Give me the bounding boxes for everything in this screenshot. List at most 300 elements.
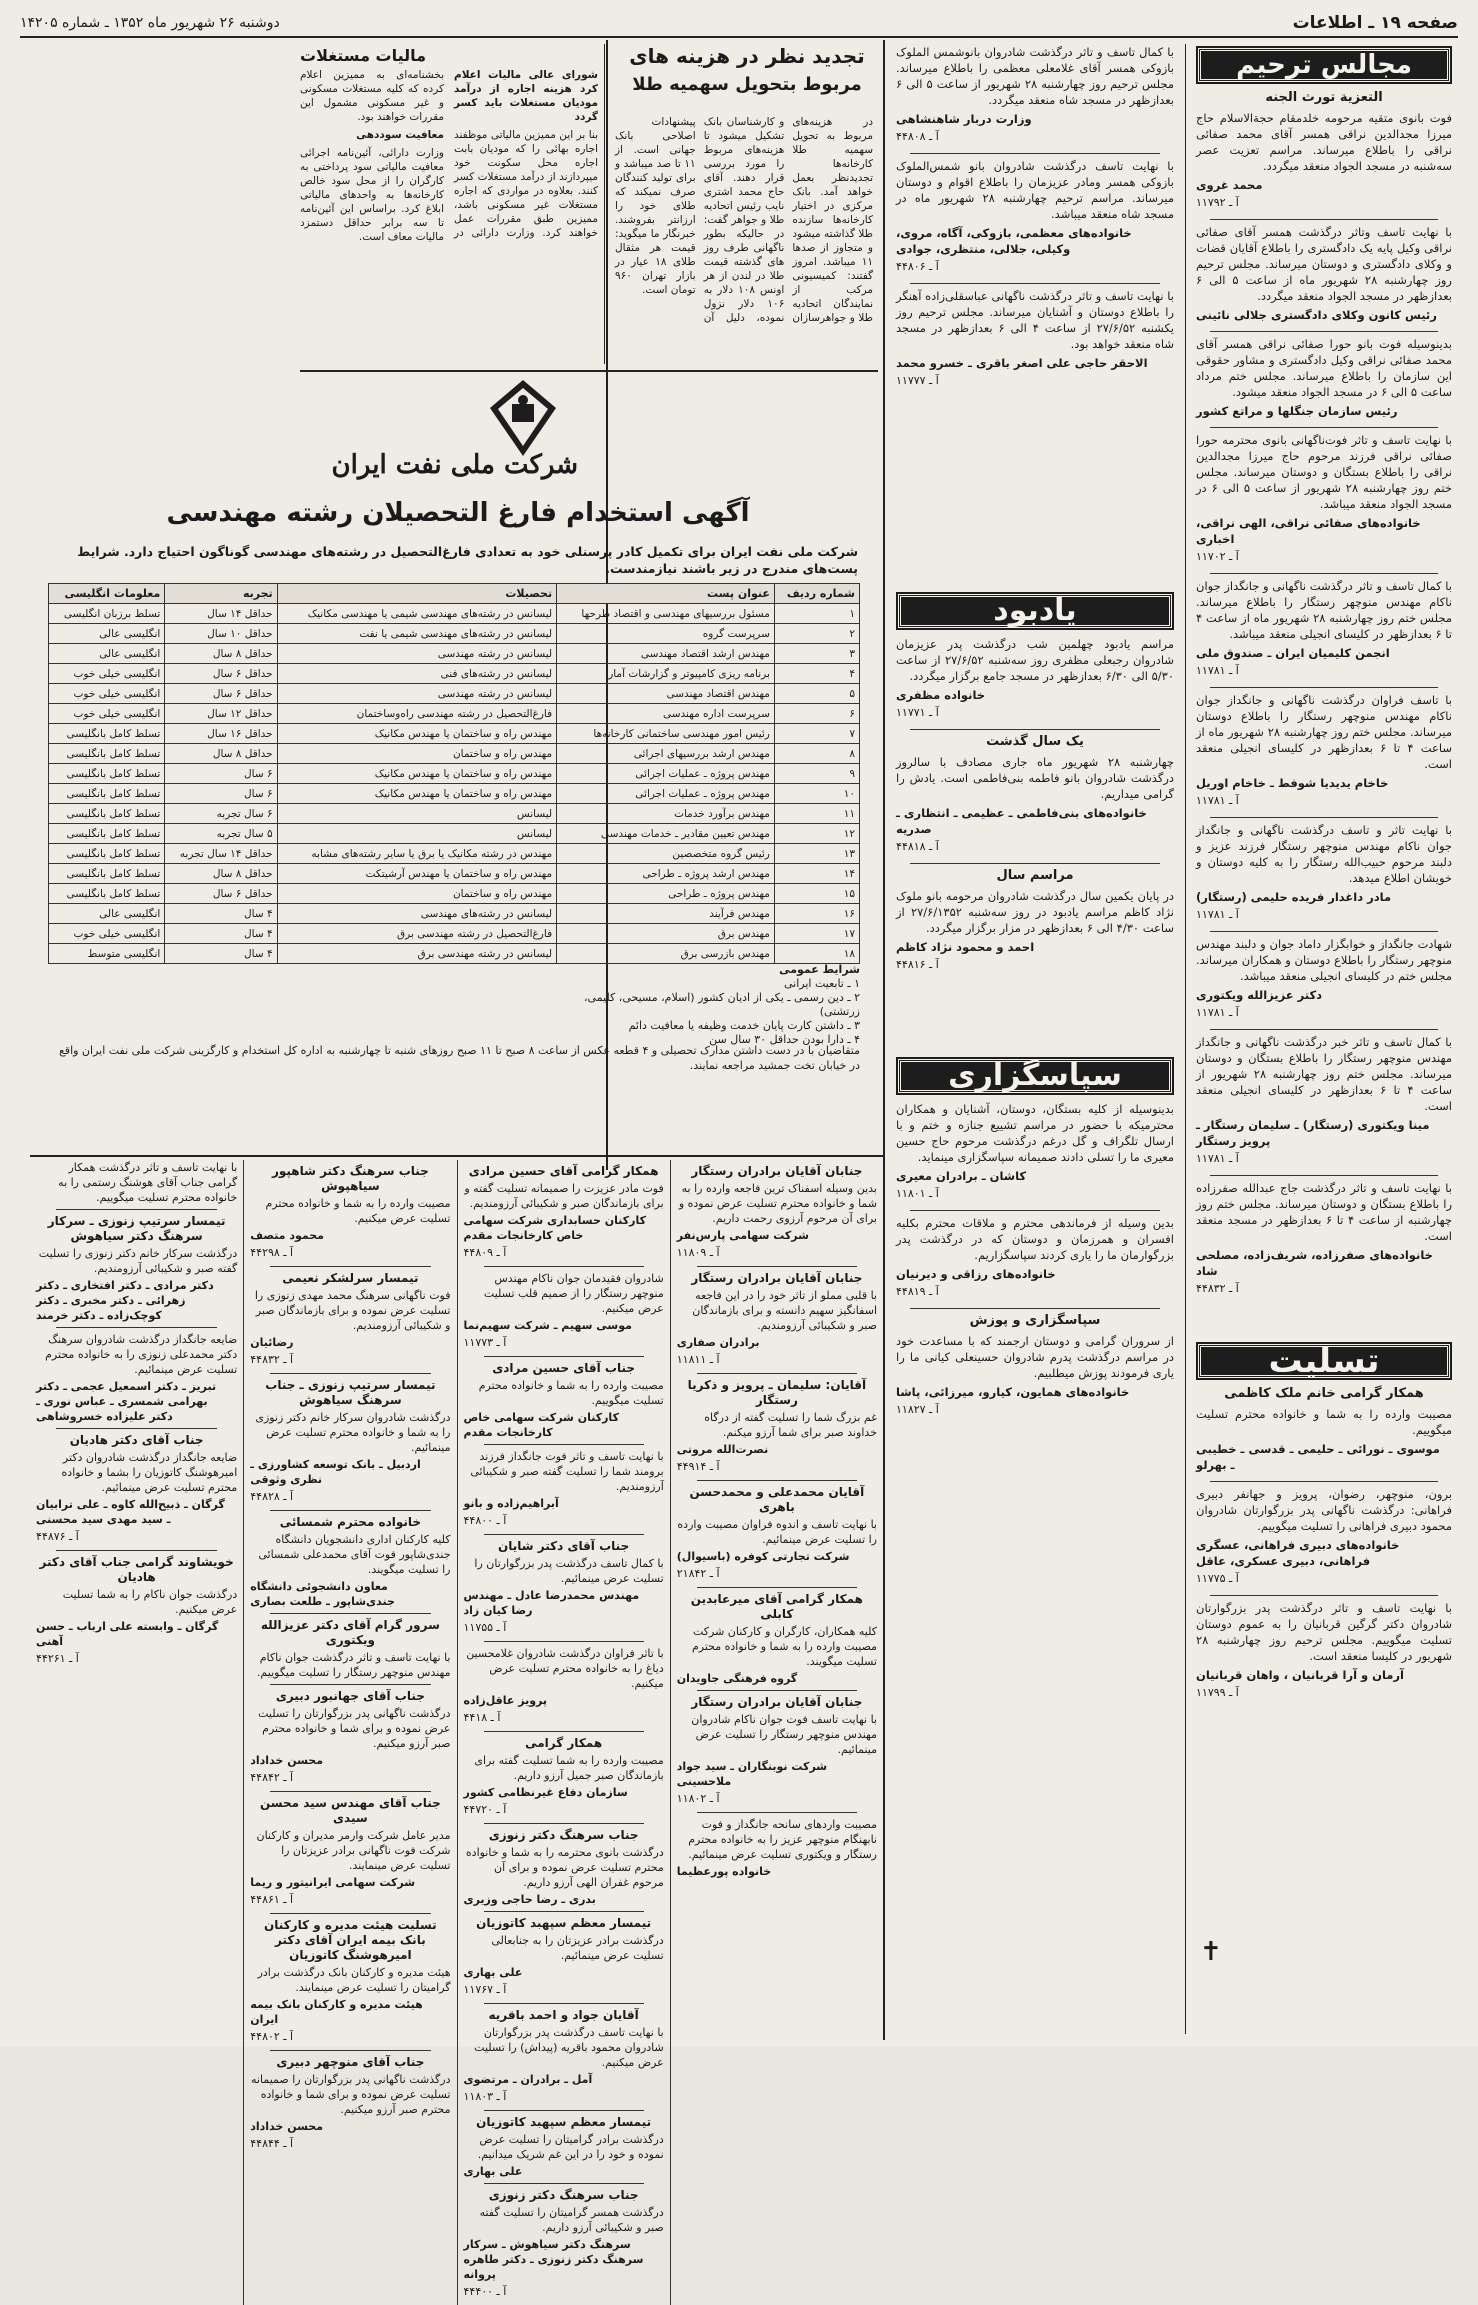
table-cell: مهندس تعیین مقادیر ـ خدمات مهندسی — [557, 824, 775, 844]
table-cell: ۱۳ — [774, 844, 859, 864]
notice — [1196, 90, 1452, 211]
notice-code: آ ـ ۴۴۸۰۶ — [896, 260, 939, 273]
notice-code: آ ـ ۱۱۷۷۷ — [896, 374, 939, 387]
table-row — [49, 884, 860, 904]
notice-signature: مادر داغدار فریده حلیمی (رستگار) — [1196, 890, 1392, 904]
notice-signature: گرگان ـ وابسته علی ارباب ـ حسن آهنی — [36, 1620, 219, 1648]
notice-title: خویشاوند گرامی جناب آقای دکتر هادیان — [39, 1555, 234, 1584]
table-cell: تسلط کامل بانگلیسی — [49, 864, 165, 884]
notice-title: آقایان جواد و احمد باقریه — [488, 2008, 639, 2022]
table-cell: لیسانس — [277, 824, 556, 844]
separator — [910, 283, 1160, 284]
table-cell: ۲ — [774, 624, 859, 644]
table-cell: سرپرست اداره مهندسی — [557, 704, 775, 724]
notice-body: مراسم یادبود چهلمین شب درگذشت پدر عزیزمان شادروان رجبعلی مظفری روز سه‌شنبه ۲۷/۶/۵۲ از ساعت ۵/۳۰ الی ۶/۳۰ بعدازظهر در مسجد جامع برگزار میگردد. — [896, 637, 1174, 683]
notice-code: آ ـ ۴۴۸۲۸ — [250, 1490, 294, 1503]
table-cell: حداقل ۱۴ سال تجربه — [165, 844, 277, 864]
table-cell: لیسانس در رشته‌های مهندسی شیمی یا مهندسی مکانیک — [277, 604, 556, 624]
table-cell: مسئول بررسیهای مهندسی و اقتصاد طرحها — [557, 604, 775, 624]
notice-code: آ ـ ۴۴۸۳۲ — [250, 1353, 294, 1366]
separator — [56, 1428, 217, 1429]
notice-code: آ ـ ۱۱۷۷۱ — [896, 706, 939, 719]
rule-article-maliat — [604, 44, 605, 364]
separator — [910, 863, 1160, 864]
notice-signature: بدری ـ رضا حاجی وزیری — [463, 1893, 596, 1906]
notice-code: آ ـ ۱۱۷۹۲ — [1196, 196, 1239, 209]
notice-signature: سرهنگ دکتر سیاهوش ـ سرکار سرهنگ دکتر زنوزی ـ دکتر طاهره پروانه — [463, 2238, 644, 2281]
notice-body: با کمال تاسف درگذشت پدر بزرگوارتان را تسلیت عرض مینمائیم. — [474, 1557, 664, 1585]
bottom-column — [30, 1160, 243, 2305]
rule-right-col — [883, 40, 885, 1170]
notice-code: آ ـ ۴۴۸۰۰ — [463, 1514, 507, 1527]
table-cell: برنامه ریزی کامپیوتر و گزارشات آمار — [557, 664, 775, 684]
separator — [1210, 817, 1438, 818]
notice — [896, 1215, 1174, 1300]
notice — [896, 288, 1174, 389]
notice-signature: موسی سهیم ـ شرکت سهیم‌نما — [463, 1319, 632, 1332]
notice-signature: کاشان ـ برادران معیری — [896, 1169, 1027, 1183]
table-cell: انگلیسی متوسط — [49, 944, 165, 964]
notice-signature: تبریز ـ دکتر اسمعیل عجمی ـ دکتر بهرامی شمسری ـ عباس نوری ـ دکتر علیزاده خسروشاهی — [36, 1380, 217, 1423]
maliat-body: بنا بر این ممیزین مالیاتی موظفند اجاره بهائی را که مودیان بابت اجاره محل سکونت خود میپردازند از درآمد مستغلات کسر کنند. بعلاوه در مواردی که اجاره مستغلات غیر مسکونی باشد، ممیزین طبق مقررات عمل خواهند کرد. وزارت دارائی در بخشنامه‌ای به ممیزین اعلام کرده که کلیه مستغلات مسکونی و غیر مسکونی مشمول این مقررات خواهند بود. — [300, 69, 598, 239]
table-cell: ۶ سال تجربه — [165, 804, 277, 824]
table-cell: ۹ — [774, 764, 859, 784]
separator — [1210, 427, 1438, 428]
notice-title: همکار گرامی خانم ملک کاظمی — [1224, 1386, 1424, 1401]
separator — [484, 1823, 644, 1824]
table-row — [49, 924, 860, 944]
table-row — [49, 664, 860, 684]
notice — [896, 1313, 1174, 1418]
article-text: در هزینه‌های مربوط به تحویل سهمیه طلا کارخانه‌ها تجدیدنظر بعمل خواهد آمد. بانک مرکزی در اختیار کارخانه‌ها سازنده طلا گذاشته میشود و متجاوز از صدها ۱۱ میباشد. امروز گفتند: کمیسیونی مرکب از نمایندگان اتحادیه طلا و جواهرسازان و کارشناسان بانک تشکیل میشود تا هزینه‌های مربوط را مورد بررسی قرار دهند. آقای حاج محمد اشتری نایب رئیس اتحادیه طلا و جواهر گفت: در حالیکه بطور ناگهانی طرف روز های گذشته قیمت طلا در لندن از هر اونس ۱۰۸ دلار به ۱۰۶ دلار نزول نموده، دلیل آن پیشنهادات اصلاحی بانک جهانی است. از ۱۱ تا صد میباشد و برای تولید کنندگان صرف نمیکند که طلای خود را ارزانتر بفروشند. خبرنگار ما میگوید: قیمت هر مثقال طلای ۱۸ عیار در بازار تهران ۹۶۰ تومان است. — [615, 116, 873, 324]
notice-code: آ ـ ۱۱۷۸۱ — [1196, 664, 1239, 677]
notice-body: ضایعه جانگداز درگذشت شادروان سرهنگ دکتر محمدعلی زنوزی را به خانواده محترم تسلیت عرض مینمائیم. — [45, 1333, 238, 1376]
table-cell: تسلط کامل بانگلیسی — [49, 784, 165, 804]
oil-ad — [48, 378, 878, 1148]
notice-title: جناب سرهنگ دکتر زنوزی — [488, 1828, 639, 1842]
page-label: صفحه ۱۹ ـ اطلاعات — [1292, 13, 1458, 33]
rule-under-article — [300, 370, 878, 372]
notice-code: آ ـ ۴۴۴۰۰ — [463, 2285, 507, 2298]
separator — [484, 1356, 644, 1357]
notice-code: آ ـ ۱۱۸۰۳ — [463, 2090, 507, 2103]
maliat-title: مالیات مستغلات — [300, 46, 427, 65]
table-cell: حداقل ۸ سال — [165, 744, 277, 764]
table-cell: مهندس ارشد پروژه ـ طراحی — [557, 864, 775, 884]
notice-body: با نهایت تاسف درگذشت پدر بزرگوارتان شادروان محمود باقریه (پیداش) را تسلیت عرض میکنیم. — [474, 2026, 664, 2069]
table-cell: ۷ — [774, 724, 859, 744]
notice-title: تیمسار سرتیپ زنوزی ـ جناب سرهنگ سیاهوش — [265, 1378, 436, 1407]
notice-body: با نهایت تاسف فوت جوان ناکام شادروان مهندس منوچهر رستگار را تسلیت عرض مینمائیم. — [691, 1713, 877, 1756]
table-row — [49, 644, 860, 664]
separator — [484, 2003, 644, 2004]
table-cell: حداقل ۶ سال — [165, 684, 277, 704]
notice-body: مصیبت واردهای سانحه جانگداز و فوت نابهنگام منوچهر عزیز را به خانواده محترم رستگار و ویکتوری تسلیت عرض مینمائیم. — [688, 1818, 877, 1861]
separator — [910, 153, 1160, 154]
notice-title: همکار گرامی آقای حسین مرادی — [468, 1164, 659, 1178]
bottom-notices-grid — [30, 1160, 883, 2298]
notice-title: التعزیة تورث الجنه — [1265, 90, 1383, 105]
table-cell: حداقل ۱۴ سال — [165, 604, 277, 624]
notice-signature: کارکنان شرکت سهامی خاص کارخانجات مقدم — [463, 1411, 619, 1439]
notice-code: آ ـ ۱۱۷۵۵ — [463, 1621, 507, 1634]
notice-title: همکار گرامی — [525, 1736, 603, 1750]
table-cell: مهندس راه و ساختمان یا مهندس مکانیک — [277, 724, 556, 744]
notice — [1196, 1486, 1452, 1587]
table-cell: انگلیسی خیلی خوب — [49, 704, 165, 724]
notice-body: کلیه کارکنان اداری دانشجویان دانشگاه جندی‌شاپور فوت آقای محمدعلی شمسائی را تسلیت میگویند. — [258, 1533, 451, 1576]
notice-signature: محسن خداداد — [250, 1754, 324, 1767]
notice-signature: پرویز عاقل‌زاده — [463, 1694, 548, 1707]
table-cell: ۱۱ — [774, 804, 859, 824]
notice-body: در پایان یکمین سال درگذشت شادروان مرحومه بانو ملوک نژاد کاظم مراسم یادبود در روز سه‌شنبه ۲۷/۶/۱۳۵۲ از ساعت ۴/۳۰ الی ۶ بعدازظهر در مزار برگزار میگردد. — [896, 889, 1174, 935]
table-row — [49, 864, 860, 884]
table-cell: مهندس پروژه ـ عملیات اجرائی — [557, 764, 775, 784]
separator — [270, 1373, 430, 1374]
notice-body: بدینوسیله از کلیه بستگان، دوستان، آشنایان و همکاران محترمیکه با حضور در مراسم تشییع جنازه و ختم و با ارسال تلگراف و گل درغم درگذشت مرحوم حاج حسین معیری ما را تسلی دادند صمیمانه سپاسگزاری مینماید. — [896, 1102, 1174, 1164]
table-cell: لیسانس — [277, 804, 556, 824]
notice — [1196, 1386, 1452, 1473]
table-cell: ۱۲ — [774, 824, 859, 844]
table-cell: لیسانس در رشته‌های مهندسی — [277, 904, 556, 924]
majales-column — [1190, 44, 1458, 1339]
table-cell: مهندس بازرسی برق — [557, 944, 775, 964]
table-cell: فارغ‌التحصیل در رشته مهندسی راه‌وساختمان — [277, 704, 556, 724]
notice-title: جناب سرهنگ دکتر شاهپور سیاهپوش — [271, 1164, 429, 1193]
table-cell: حداقل ۸ سال — [165, 644, 277, 664]
separator — [1210, 931, 1438, 932]
notice-signature: دکتر عزیزالله ویکتوری — [1196, 988, 1323, 1002]
notice-body: با کمال تاسف و تاثر درگذشت شادروان بانوشمس الملوک بازوکی همسر آقای غلامعلی معظمی را باطلاع میرساند. مجلس ترحیم روز چهارشنبه ۲۸ شهریور از ساعت ۵ الی ۶ بعدازظهر در مسجد شاه منعقد میگردد. — [896, 45, 1174, 107]
notice-signature: شرکت سهامی ایرانیتور و ریما — [250, 1876, 416, 1889]
separator — [1210, 331, 1438, 332]
notice — [896, 44, 1174, 145]
notice-signature: سازمان دفاع غیرنظامی کشور — [463, 1786, 628, 1799]
notice-body: با نهایت تاثر و تاسف درگذشت ناگهانی و جانگداز جوان ناکام مهندس منوچهر رستگار فرزند عزیز و دلبند مرحوم حبیب‌الله رستگار را به کلیه دوستان و خویشان اطلاع میدهد. — [1196, 823, 1452, 885]
separator — [270, 1266, 430, 1267]
cross-icon: ✝ — [1200, 1937, 1222, 1967]
separator — [910, 729, 1160, 730]
notice-signature: خانواده‌های صفائی نراقی، الهی نراقی، اخباری — [1196, 516, 1421, 546]
notice-code: آ ـ ۱۱۷۷۳ — [463, 1336, 507, 1349]
table-cell: انگلیسی خیلی خوب — [49, 924, 165, 944]
notice-body: درگذشت برادر گرامیتان را تسلیت عرض نموده و خود را در این غم شریک میدانیم. — [477, 2133, 664, 2161]
table-cell: ۸ — [774, 744, 859, 764]
separator — [1210, 219, 1438, 220]
table-cell: حداقل ۱۲ سال — [165, 704, 277, 724]
separator — [1210, 1595, 1438, 1596]
notice-code: آ ـ ۱۱۷۸۱ — [1196, 1152, 1239, 1165]
table-cell: ۱۸ — [774, 944, 859, 964]
notice-body: با نهایت تاسف درگذشت شادروان بانو شمس‌الملوک بازوکی همسر ومادر عزیزمان را باطلاع اقوام و دوستان میرساند. مراسم ترحیم چهارشنبه ۲۸ شهریور ماه در مسجد شاه منعقد میباشد. — [896, 159, 1175, 221]
notice-signature: رضائیان — [250, 1336, 294, 1349]
notice — [896, 158, 1174, 275]
notice-body: مصیبت وارده را به شما و خانواده محترم تسلیت میگوییم. — [478, 1379, 664, 1407]
notice-body: با کمال تاسف و تاثر خبر درگذشت ناگهانی و جانگداز مهندس منوچهر رستگار را باطلاع بستگان و دوستان میرساند. مجلس ختم روز چهارشنبه ۲۸ شهریور از ساعت ۴ تا ۶ بعدازظهر در کلیسای انجیلی منعقد است. — [1196, 1035, 1453, 1113]
notice-body: با نهایت تاسف و تاثر فوت جانگداز فرزند برومند شما را تسلیت گفته صبر و شکیبائی آرزومندیم. — [470, 1450, 664, 1493]
notice-signature: گرگان ـ ذبیح‌الله کاوه ـ علی ترابیان ـ سید مهدی سید محسنی — [36, 1498, 225, 1526]
table-cell: مهندس فرآیند — [557, 904, 775, 924]
notice-signature: خانواده‌های دبیری فراهانی، عسگری فراهانی، دبیری عسکری، عاقل — [1196, 1538, 1400, 1568]
notice-body: فوت ناگهانی سرهنگ محمد مهدی زنوزی را تسلیت عرض نموده و برای بازماندگان صبر و شکیبائی آرزومندیم. — [254, 1289, 451, 1332]
table-cell: انگلیسی عالی — [49, 624, 165, 644]
table-cell: مهندس ارشد اقتصاد مهندسی — [557, 644, 775, 664]
table-cell: انگلیسی عالی — [49, 904, 165, 924]
separator — [910, 1308, 1160, 1309]
notice-title: تیمسار معظم سپهبد کاتوزیان — [476, 1916, 652, 1930]
separator — [484, 1731, 644, 1732]
notice — [1196, 822, 1452, 923]
table-cell: ۵ سال تجربه — [165, 824, 277, 844]
table-row — [49, 824, 860, 844]
notice-signature: نصرت‌الله مروتی — [676, 1443, 769, 1456]
table-cell: مهندس برآورد خدمات — [557, 804, 775, 824]
table-cell: مهندس راه و ساختمان یا مهندس آرشیتکت — [277, 864, 556, 884]
notice-signature: شرکت سهامی پارس‌نفر — [676, 1229, 809, 1242]
separator — [56, 1550, 217, 1551]
notice-title: جنابان آقایان برادران رستگار — [691, 1695, 863, 1709]
notice — [1196, 936, 1452, 1021]
general-item: ۴ ـ دارا بودن حداقل ۳۰ سال سن — [709, 1033, 860, 1046]
notice-body: از سروران گرامی و دوستان ارجمند که با مساعدت خود در مراسم درگذشت پدرم شادروان حسینعلی کیانی ما را یاری فرمودند پوزش میطلبیم. — [896, 1334, 1174, 1380]
notice-body: مصیبت وارده را به شما تسلیت گفته برای بازماندگان صبر جمیل آرزو داریم. — [474, 1754, 664, 1782]
separator — [484, 1444, 644, 1445]
notice-title: جناب آقای حسین مرادی — [492, 1361, 636, 1375]
maliat-column — [300, 44, 598, 364]
separator — [270, 1913, 430, 1914]
notice-code: آ ـ ۴۴۲۶۱ — [36, 1652, 79, 1665]
sepas-heading: سپاسگزاری — [898, 1059, 1172, 1093]
table-cell: ۱۰ — [774, 784, 859, 804]
notice — [1196, 224, 1452, 323]
separator — [697, 1690, 857, 1691]
table-cell: ۱۵ — [774, 884, 859, 904]
notice-code: آ ـ ۴۴۸۱۶ — [896, 958, 939, 971]
table-cell: انگلیسی خیلی خوب — [49, 684, 165, 704]
bottom-column — [457, 1160, 670, 2305]
table-row — [49, 604, 860, 624]
table-cell: انگلیسی عالی — [49, 644, 165, 664]
table-row — [49, 944, 860, 964]
sepas-column — [890, 1055, 1180, 2040]
separator — [697, 1812, 857, 1813]
notice-body: با نهایت تاسف و تاثر درگذشت جاج عبدالله صفرزاده را باطلاع بستگان و دوستان میرساند. مجلس ختم روز چهارشنبه از ساعت ۴ تا ۶ بعدازظهر در مسجد منعقد است. — [1196, 1181, 1453, 1243]
table-cell: مهندس برق — [557, 924, 775, 944]
table-cell: لیسانس در رشته مهندسی — [277, 684, 556, 704]
separator — [56, 1209, 217, 1210]
table-row — [49, 764, 860, 784]
notice-body: شهادت جانگداز و خوابگزار داماد جوان و دلبند مهندس منوچهر رستگار را باطلاع دوستان و همکاران میرساند. مجلس ختم در کلیسای انجیلی منعقد میباشد. — [1196, 937, 1452, 983]
notice-code: آ ـ ۴۴۸۱۸ — [896, 840, 939, 853]
mid-top-column — [890, 44, 1180, 584]
notice — [896, 734, 1174, 855]
table-cell: رئیس گروه متخصصین — [557, 844, 775, 864]
table-cell: تسلط کامل بانگلیسی — [49, 824, 165, 844]
table-cell: لیسانس در رشته‌های فنی — [277, 664, 556, 684]
table-cell: ۱۷ — [774, 924, 859, 944]
table-cell: مهندس راه و ساختمان یا مهندس مکانیک — [277, 784, 556, 804]
table-cell: مهندس پروژه ـ طراحی — [557, 884, 775, 904]
notice-signature: کارکنان حسابداری شرکت سهامی خاص کارخانجات مقدم — [463, 1214, 647, 1242]
table-cell: تسلط کامل بانگلیسی — [49, 844, 165, 864]
table-row — [49, 684, 860, 704]
table-cell: حداقل ۶ سال — [165, 884, 277, 904]
notice-body: با نهایت تاسف و تاثر درگذشت همکار گرامی جناب آقای هوشنگ رستمی را به خانواده محترم تسلیت میگوییم. — [58, 1161, 238, 1204]
masthead — [20, 10, 1458, 38]
notice-signature: خاخام یدیدیا شوفط ـ خاخام اوریل — [1196, 776, 1389, 790]
notice — [1196, 1034, 1452, 1167]
notice-code: آ ـ ۱۱۸۰۱ — [896, 1187, 939, 1200]
notice-body: با نهایت تاسف و تاثر درگذشت پدر بزرگوارتان شادروان دکتر گرگین قربانیان را به عموم دوستان تسلیت میگوییم. مجلس ترحیم روز چهارشنبه ۲۸ شهریور در کلیسا منعقد است. — [1196, 1601, 1452, 1663]
table-cell: ۴ — [774, 664, 859, 684]
notice-signature: اردبیل ـ بانک توسعه کشاورزی ـ نظری وثوقی — [250, 1458, 421, 1486]
table-cell: مهندس پروژه ـ عملیات اجرائی — [557, 784, 775, 804]
notice-body: کلیه همکاران، کارگران و کارکنان شرکت مصیبت وارده را به شما و خانواده محترم تسلیت میگویند. — [691, 1625, 877, 1668]
taslit-list — [1190, 1386, 1458, 1701]
separator — [697, 1587, 857, 1588]
table-cell: ۱۶ — [774, 904, 859, 924]
ad-intro: شرکت ملی نفت ایران برای تکمیل کادر پرسنلی خود به تعدادی فارغ‌التحصیل در رشته‌های مهندسی گوناگون احتیاج دارد. شرایط پست‌های مندرج در زیر باشند نیازمندست. — [77, 544, 858, 576]
table-cell: ۶ سال — [165, 764, 277, 784]
notice-code: آ ـ ۱۱۸۱۱ — [676, 1353, 720, 1366]
table-row — [49, 704, 860, 724]
table-cell: تسلط کامل بانگلیسی — [49, 764, 165, 784]
notice-code: آ ـ ۱۱۷۰۲ — [1196, 550, 1239, 563]
yadbud-column — [890, 590, 1180, 1050]
notice-signature: خانواده‌های همایون، کیارو، میرزائی، پاشا — [896, 1385, 1130, 1399]
notice-body: برون، منوچهر، رضوان، پرویز و جهانفر دبیری فراهانی: درگذشت ناگهانی پدر بزرگوارتان شادروان محمود دبیری فراهانی را تسلیت میگوییم. — [1196, 1487, 1452, 1533]
separator — [270, 1613, 430, 1614]
notice-title: جناب آقای مهندس سید محسن سیدی — [259, 1796, 441, 1825]
separator — [270, 1684, 430, 1685]
notice-code: آ ـ ۴۴۱۸ — [463, 1711, 501, 1724]
table-cell: سرپرست گروه — [557, 624, 775, 644]
separator — [270, 1510, 430, 1511]
notice-title: آقایان: سلیمان ـ پرویز و ذکریا رستگار — [687, 1378, 867, 1407]
mid-top-list — [890, 44, 1180, 389]
notice-signature: آمل ـ برادران ـ مرتضوی — [463, 2073, 593, 2086]
majales-heading: مجالس ترحیم — [1198, 48, 1450, 82]
notice-code: آ ـ ۴۴۸۱۹ — [896, 1285, 939, 1298]
table-row — [49, 624, 860, 644]
notice-code: آ ـ ۴۴۹۱۴ — [676, 1460, 720, 1473]
notice-code: آ ـ ۴۴۸۳۲ — [1196, 1282, 1239, 1295]
table-cell: ۱ — [774, 604, 859, 624]
maliat-sub2: معافیت سوددهی — [356, 129, 444, 141]
notice-title: جناب آقای جهانبور دبیری — [275, 1689, 425, 1703]
rule-majales-inner — [1185, 44, 1186, 2034]
table-row — [49, 784, 860, 804]
notice-code: آ ـ ۴۴۸۰۹ — [463, 1246, 507, 1259]
table-cell: ۴ سال — [165, 944, 277, 964]
table-cell: ۵ — [774, 684, 859, 704]
table-header: عنوان پست — [557, 584, 775, 604]
notice-title: تیمسار سرلشکر نعیمی — [282, 1271, 419, 1285]
notice-signature: شرکت نوبنگاران ـ سید جواد ملاحسینی — [676, 1760, 828, 1788]
notice-signature: آبراهیم‌زاده و بانو — [463, 1497, 559, 1510]
ad-footer: متقاضیان با در دست داشتن مدارک تحصیلی و ۴ قطعه عکس از ساعت ۸ صبح تا ۱۱ صبح روزهای شنبه تا چهارشنبه به اداره کل استخدام و کارگزینی شرکت ملی نفت ایران واقع در خیابان تخت جمشید مراجعه نمایند. — [58, 1044, 860, 1072]
separator — [484, 1266, 644, 1267]
notice-title: جناب آقای دکتر هادیان — [69, 1433, 204, 1447]
notice-title: جناب آقای منوچهر دبیری — [276, 2055, 425, 2069]
notice-signature: خانواده‌های صفرزاده، شریف‌زاده، مصلحی شاد — [1196, 1248, 1433, 1278]
notice-signature: موسوی ـ نورائی ـ حلیمی ـ قدسی ـ خطیبی ـ بهرلو — [1196, 1442, 1440, 1472]
notice-title: سپاسگزاری و پوزش — [969, 1313, 1101, 1328]
notice-title: همکار گرامی آقای میرعابدین کابلی — [690, 1592, 863, 1621]
notice — [1196, 692, 1452, 809]
notice-signature: محسن خداداد — [250, 2120, 324, 2133]
notice-body: درگذشت سرکار خانم دکتر زنوزی را تسلیت گفته صبر و شکیبائی آرزومندیم. — [38, 1247, 238, 1275]
notice-code: آ ـ ۱۱۷۸۱ — [1196, 794, 1239, 807]
sepas-list — [890, 1101, 1180, 1418]
notice — [896, 636, 1174, 721]
notice-signature: خانواده‌های بنی‌فاطمی ـ عظیمی ـ انتظاری ـ صدریه — [896, 806, 1147, 836]
majales-list — [1190, 90, 1458, 1297]
notice-body: درگذشت جوان ناکام را به شما تسلیت عرض میکنیم. — [62, 1588, 238, 1616]
notice-code: آ ـ ۱۱۷۸۱ — [1196, 908, 1239, 921]
notice-code: آ ـ ۴۴۸۶۱ — [250, 1893, 294, 1906]
notice-code: آ ـ ۴۴۲۹۸ — [250, 1246, 294, 1259]
notice-code: آ ـ ۴۴۸۴۴ — [250, 2137, 294, 2150]
notice-signature: خانواده پورعظیما — [676, 1865, 772, 1878]
notice-title: سرور گرام آقای دکتر عزیزالله ویکتوری — [260, 1618, 440, 1647]
notice-title: آقایان محمدعلی و محمدحسن باهری — [689, 1485, 865, 1514]
notice-code: آ ـ ۱۱۷۹۹ — [1196, 1686, 1239, 1699]
notice-signature: احمد و محمود نژاد کاظم — [896, 940, 1035, 954]
notice-signature: خانواده مظفری — [896, 688, 986, 702]
notice-body: هیئت مدیره و کارکنان بانک درگذشت برادر گرامیتان را تسلیت عرض مینمایند. — [257, 1966, 451, 1994]
separator — [270, 1791, 430, 1792]
notice-body: بدین وسیله اسفناک ترین فاجعه وارده را به شما و خانواده محترم تسلیت عرض نموده و برای آن مرحوم آرزوی رحمت داریم. — [678, 1182, 877, 1225]
notice-body: غم بزرگ شما را تسلیت گفته از درگاه خداوند صبر برای شما آرزو میکنم. — [704, 1411, 877, 1439]
notice-signature: شرکت تجارتی کوفره (باسیوال) — [676, 1550, 850, 1563]
notice — [896, 868, 1174, 973]
notice-body: مصیبت وارده را به شما و خانواده محترم تسلیت عرض میکنیم. — [265, 1197, 451, 1225]
notice-code: آ ـ ۱۱۸۰۹ — [676, 1246, 720, 1259]
table-cell: تسلط کامل بانگلیسی — [49, 744, 165, 764]
notice-signature: الاحقر حاجی علی اصغر باقری ـ خسرو محمد — [896, 356, 1148, 370]
table-row — [49, 744, 860, 764]
notice-code: آ ـ ۴۴۸۰۲ — [250, 2030, 294, 2043]
separator — [1210, 687, 1438, 688]
article-title-line1: تجدید نظر در هزینه های — [629, 44, 865, 68]
separator — [484, 2110, 644, 2111]
notice-code: آ ـ ۴۴۸۰۸ — [896, 130, 939, 143]
notice-title: جنابان آقایان برادران رستگار — [691, 1271, 863, 1285]
notice-body: درگذشت ناگهانی پدر بزرگوارتان را تسلیت عرض نموده و برای شما و خانواده محترم صبر آرزو میکنیم. — [258, 1707, 451, 1750]
table-cell: مهندس اقتصاد مهندسی — [557, 684, 775, 704]
notice-body: با نهایت تاسف وتاثر درگذشت همسر آقای صفائی نراقی وکیل پایه یک دادگستری را باطلاع آقایان قضات و وکلای دادگستری و دوستان میرساند. مجلس ترحیم روز چهارشنبه ۲۸ شهریور ماه از ساعت ۵ الی ۶ بعدازظهر در مسجد الجواد منعقد میگردد. — [1196, 225, 1452, 303]
general-conditions — [560, 963, 860, 1047]
table-cell: لیسانس در رشته مهندسی برق — [277, 944, 556, 964]
notice-code: آ ـ ۴۴۸۷۶ — [36, 1530, 79, 1543]
notice-code: آ ـ ۱۱۷۸۱ — [1196, 1006, 1239, 1019]
positions-table — [48, 583, 860, 964]
maliat-sub: شورای عالی مالیات اعلام کرد هزینه اجاره از درآمد مودیان مستغلات باید کسر گردد — [454, 69, 598, 123]
notice-body: با کمال تاسف و تاثر درگذشت ناگهانی و جانگداز جوان ناکام مهندس منوچهر رستگار را باطلاع میرساند. مجلس ختم روز چهارشنبه ۲۸ شهریور ماه از ساعت ۴ تا ۶ بعدازظهر در کلیسای انجیلی منعقد میباشد. — [1196, 579, 1452, 641]
separator — [270, 2050, 430, 2051]
notice-signature: گروه فرهنگی جاویدان — [676, 1672, 798, 1685]
notice-signature: مهندس محمدرضا عادل ـ مهندس رضا کیان زاد — [463, 1589, 640, 1617]
notice-body: با نهایت تاسف و تاثر فوت‌ناگهانی بانوی محترمه حورا صفائی نراقی فرزند مرحوم حاج میرزا مجدالدین نراقی را باطلاع بستگان و دوستان میرساند. مجلس ختم روز چهارشنبه ۲۸ شهریور از ساعت ۵ الی ۶ در مسجد الجواد منعقد میباشد. — [1196, 433, 1452, 511]
table-cell: حداقل ۶ سال — [165, 664, 277, 684]
notice-body: با نهایت تاسف و اندوه فراوان مصیبت وارده را تسلیت عرض مینمائیم. — [677, 1518, 877, 1546]
separator — [484, 2183, 644, 2184]
notice-signature: آرمان و آرا قربانیان ، واهان قربانیان — [1196, 1668, 1404, 1682]
separator — [1210, 1029, 1438, 1030]
notice-title: تیمسار سرتیپ زنوزی ـ سرکار سرهنگ دکتر سیاهوش — [47, 1214, 226, 1243]
notice-body: با تاثر فراوان درگذشت شادروان غلامحسین دیاغ را به خانواده محترم تسلیت عرض میکنیم. — [466, 1647, 664, 1690]
